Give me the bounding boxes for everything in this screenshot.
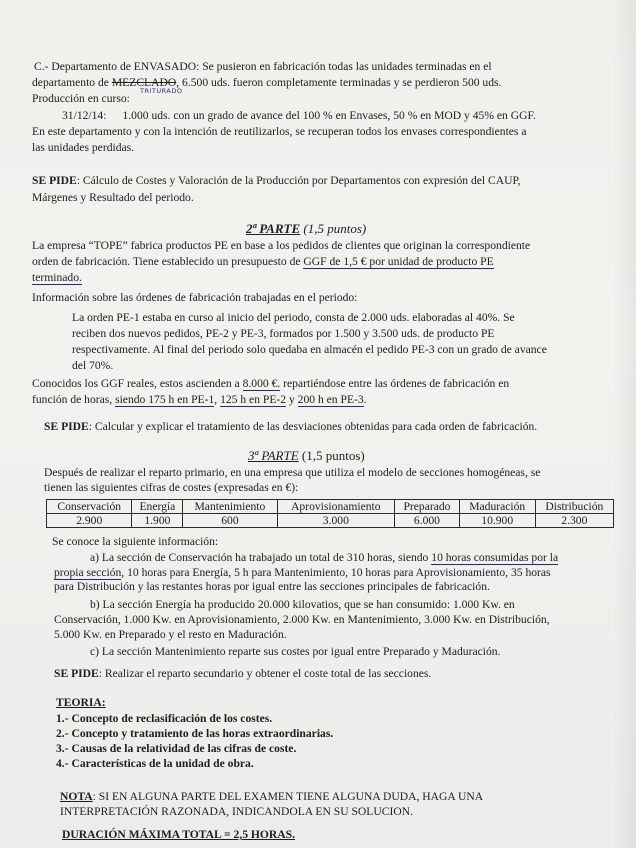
info-a-line-3: para Distribución y las restantes horas por igual entre las secciones principales de fabricación.: [54, 580, 490, 593]
parte-2-p1-2: orden de fabricación. Tiene establecido un presupuesto de GGF de 1,5 € por unidad de producto PE: [32, 255, 494, 268]
struck-word: MEZCLADO: [111, 76, 177, 89]
envasado-line-2: departamento de MEZCLADO, 6.500 uds. fueron completamente terminadas y se perdieron 500 uds.: [32, 76, 502, 89]
table-cell: 2.300: [535, 514, 613, 528]
envasado-line-5: En este departamento y con la intención de reutilizarlos, se recuperan todos los envases correspondientes a: [32, 125, 527, 138]
handwritten-correction: TRITURADO: [140, 87, 183, 95]
parte-3-title: 3ª PARTE (1,5 puntos): [248, 448, 365, 463]
envasado-line-3: Producción en curso:: [32, 92, 130, 105]
envasado-line-4: 31/12/14: 1.000 uds. con un grado de avance del 100 % en Envases, 50 % en MOD y 45% en GGF.: [62, 109, 536, 122]
teoria-item: 4.- Características de la unidad de obra.: [56, 757, 254, 770]
info-b-line-2: Conservación, 1.000 Kw. en Aprovisionamiento, 2.000 Kw. en Mantenimiento, 3.000 Kw. en Distribución,: [54, 613, 550, 626]
info-b-line-3: 5.000 Kw. en Preparado y el resto en Maduración.: [54, 628, 287, 641]
ggf-reales-line-2: función de horas, siendo 175 h en PE-1, 125 h en PE-2 y 200 h en PE-3.: [32, 393, 367, 406]
orden-line-2: reciben dos nuevos pedidos, PE-2 y PE-3, formados por 1.500 y 3.500 uds. de producto PE: [72, 327, 495, 340]
parte-2-info: Información sobre las órdenes de fabricación trabajadas en el periodo:: [32, 291, 358, 304]
table-header: Distribución: [535, 500, 613, 514]
se-pide-1-line-2: Márgenes y Resultado del periodo.: [32, 191, 194, 204]
table-cell: 3.000: [277, 514, 395, 528]
nota-line-2: INTERPRETACIÓN RAZONADA, INDICANDOLA EN SU SOLUCION.: [60, 805, 413, 818]
parte-3-intro-2: tienen las siguientes cifras de costes (expresadas en €):: [44, 481, 299, 494]
cost-table: [46, 499, 614, 528]
nota-line-1: NOTA: SI EN ALGUNA PARTE DEL EXAMEN TIENE ALGUNA DUDA, HAGA UNA: [60, 790, 484, 803]
orden-line-4: del 70%.: [72, 359, 114, 372]
parte-2-p1-3: terminado.: [32, 271, 82, 284]
orden-line-1: La orden PE-1 estaba en curso al inicio del periodo, consta de 2.000 uds. elaboradas al 40%. Se: [72, 311, 515, 324]
table-header: Energía: [132, 500, 183, 514]
table-cell: 10.900: [459, 514, 535, 528]
se-pide-2: SE PIDE: Calcular y explicar el tratamiento de las desviaciones obtenidas para cada orden de fabricación.: [44, 420, 538, 433]
known-info: Se conoce la siguiente información:: [52, 535, 219, 548]
se-pide-3: SE PIDE: Realizar el reparto secundario y obtener el coste total de las secciones.: [54, 667, 432, 680]
ggf-budget-highlight: GGF de 1,5 € por unidad de producto PE: [303, 255, 494, 268]
table-cell: 1.900: [132, 514, 183, 528]
info-c-line-1: c) La sección Mantenimiento reparte sus costes por igual entre Preparado y Maduración.: [90, 645, 501, 658]
teoria-item: 3.- Causas de la relatividad de las cifras de coste.: [56, 742, 297, 755]
teoria-title: TEORIA:: [56, 696, 106, 709]
table-header: Maduración: [459, 500, 535, 514]
parte-3-intro-1: Después de realizar el reparto primario, en una empresa que utiliza el modelo de secciones homogéneas, se: [44, 466, 541, 479]
envasado-line-1: C.- Departamento de ENVASADO: Se pusieron en fabricación todas las unidades terminadas en el: [34, 60, 492, 73]
envasado-line-6: las unidades perdidas.: [32, 141, 135, 154]
info-b-line-1: b) La sección Energía ha producido 20.000 kilovatios, que se han consumido: 1.000 Kw. en: [90, 598, 515, 611]
table-header: Preparado: [395, 500, 460, 514]
table-cell: 6.000: [395, 514, 460, 528]
cost-table-header-row: [47, 500, 614, 514]
info-a-line-2: propia sección, 10 horas para Energía, 5 h para Mantenimiento, 10 horas para Aprovisionamiento, 35 horas: [54, 566, 551, 579]
teoria-item: 1.- Concepto de reclasificación de los costes.: [56, 712, 273, 725]
orden-line-3: respectivamente. Al final del periodo solo quedaba en almacén el pedido PE-3 con un grado de avance: [72, 343, 547, 356]
cost-table-values-row: [47, 514, 614, 528]
ggf-reales-line-1: Conocidos los GGF reales, estos ascienden a 8.000 €. repartiéndose entre las órdenes de fabricación en: [32, 377, 510, 390]
table-cell: 600: [183, 514, 277, 528]
table-cell: 2.900: [47, 514, 132, 528]
duracion-maxima: DURACIÓN MÁXIMA TOTAL = 2,5 HORAS.: [62, 828, 296, 841]
page-edge-shadow: [612, 0, 636, 848]
parte-2-p1-1: La empresa “TOPE” fabrica productos PE en base a los pedidos de clientes que originan la correspondiente: [32, 239, 531, 252]
table-header: Conservación: [47, 500, 132, 514]
info-a-line-1: a) La sección de Conservación ha trabajado un total de 310 horas, siendo 10 horas consumidas por la: [90, 551, 559, 564]
se-pide-1-line-1: SE PIDE: Cálculo de Costes y Valoración de la Producción por Departamentos con expresión del CAUP,: [32, 174, 521, 187]
table-header: Mantenimiento: [183, 500, 277, 514]
parte-2-title: 2ª PARTE (1,5 puntos): [246, 221, 367, 236]
teoria-item: 2.- Concepto y tratamiento de las horas extraordinarias.: [56, 727, 334, 740]
table-header: Aprovisionamiento: [277, 500, 395, 514]
